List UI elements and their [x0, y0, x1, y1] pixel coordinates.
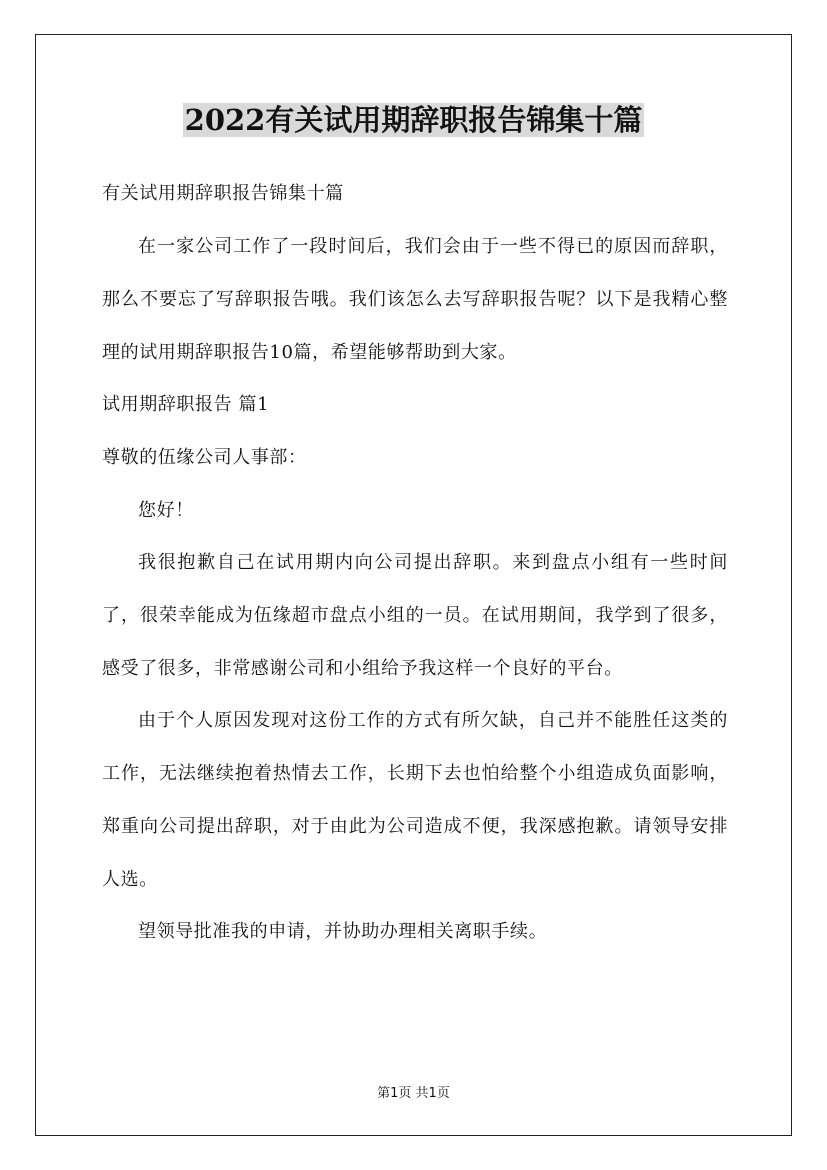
- document-subtitle: 有关试用期辞职报告锦集十篇: [102, 183, 344, 204]
- body-paragraph-3: 望领导批准我的申请，并协助办理相关离职手续。: [138, 921, 548, 942]
- page-footer: 第1页 共1页: [377, 1086, 450, 1101]
- greeting: 您好！: [138, 500, 194, 521]
- body-paragraph-1: 我很抱歉自己在试用期内向公司提出辞职。来到盘点小组有一些时间了，很荣幸能成为伍缘超市盘点小组的一员。在试用期间，我学到了很多，感受了很多，非常感谢公司和小组给予我这样一个良好的平台。: [102, 552, 728, 679]
- body-paragraph-2: 由于个人原因发现对这份工作的方式有所欠缺，自己并不能胜任这类的工作，无法继续抱着热情去工作，长期下去也怕给整个小组造成负面影响，郑重向公司提出辞职，对于由此为公司造成不便，我深感抱歉。请领导安排人选。: [102, 710, 728, 890]
- salutation: 尊敬的伍缘公司人事部：: [102, 447, 307, 468]
- document-body: [102, 174, 728, 964]
- intro-paragraph: 在一家公司工作了一段时间后，我们会由于一些不得已的原因而辞职，那么不要忘了写辞职报告哦。我们该怎么去写辞职报告呢？以下是我精心整理的试用期辞职报告10篇，希望能够帮助到大家。: [102, 236, 728, 363]
- document-title-text: 2022有关试用期辞职报告锦集十篇: [184, 103, 643, 137]
- document-title: [0, 100, 827, 140]
- section-heading: 试用期辞职报告 篇1: [102, 394, 270, 415]
